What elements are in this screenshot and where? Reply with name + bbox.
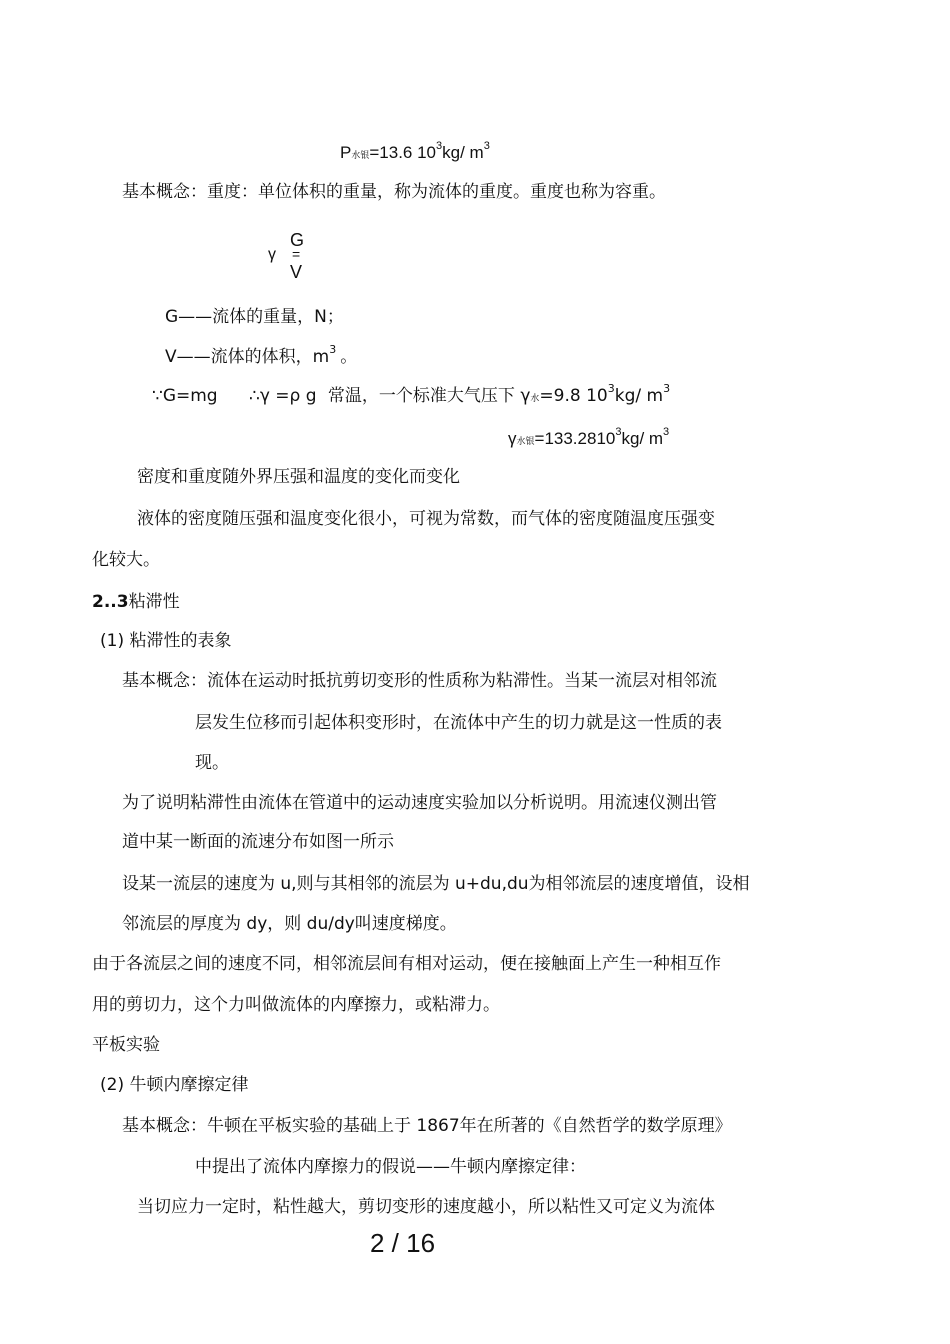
rho-value: =13.6 10 [369,143,437,162]
page-number: 2 / 16 [370,1228,436,1258]
rho-unit: kg/ m [442,143,484,162]
rho-subscript: 水银 [351,150,370,160]
subsection-1: (1) 粘滞性的表象 [100,631,232,651]
section-heading [92,591,180,613]
liquid-para-line2: 化较大。 [92,550,160,570]
gamma-numerator: G [290,230,305,250]
rho-exp2: 3 [483,140,490,152]
rho-exp1: 3 [436,140,443,152]
def-v-exp: 3 [329,343,337,356]
water-unit: kg/ m [614,386,664,406]
relation-line [152,382,671,410]
gamma-denominator: V [290,262,303,282]
assume-line2: 邻流层的厚度为 dy，则 du/dy叫速度梯度。 [122,914,457,934]
density-change: 密度和重度随外界压强和温度的变化而变化 [137,467,460,487]
subsection-2: (2) 牛顿内摩擦定律 [100,1075,249,1095]
gm-exp1: 3 [615,426,622,438]
plate-experiment: 平板实验 [92,1035,160,1055]
water-exp2: 3 [663,382,671,395]
gm-subscript: 水银 [516,436,535,446]
explain-line2: 道中某一断面的流速分布如图一所示 [122,832,394,852]
shear-line: 当切应力一定时，粘性越大，剪切变形的速度越小，所以粘性又可定义为流体 [137,1197,715,1217]
def-v-text: V——流体的体积，m [165,347,330,367]
gamma-eq: = [292,246,301,262]
assume-line1: 设某一流层的速度为 u,则与其相邻的流层为 u+du,du为相邻流层的速度增值，设相 [122,874,750,894]
def-v [165,343,358,370]
gm-unit: kg/ m [621,429,664,448]
friction-line1: 由于各流层之间的速度不同，相邻流层间有相对运动，便在接触面上产生一种相互作 [92,954,721,974]
gm-symbol: γ [508,429,517,448]
gm-exp2: 3 [663,426,670,438]
section-title: 粘滞性 [128,592,180,612]
gm-value: =133.2810 [534,429,616,448]
condition-text: 常温，一个标准大气压下 γ [327,386,531,406]
water-exp1: 3 [607,382,615,395]
newton-line2: 中提出了流体内摩擦力的假说——牛顿内摩擦定律： [195,1157,586,1177]
gamma-mercury [508,428,669,452]
water-subscript: 水 [530,394,540,404]
water-value: =9.8 10 [539,386,608,406]
concept-weight: 基本概念：重度：单位体积的重量，称为流体的重度。重度也称为容重。 [122,182,666,202]
concept-visc-line2: 层发生位移而引起体积变形时，在流体中产生的切力就是这一性质的表 [195,713,722,733]
therefore-text: ∴γ =ρ g [249,386,317,406]
friction-line2: 用的剪切力，这个力叫做流体的内摩擦力，或粘滞力。 [92,995,500,1015]
section-number: 2..3 [92,592,129,612]
concept-visc-line3: 现。 [195,753,229,773]
def-v-tail: 。 [340,347,358,367]
def-g: G——流体的重量，N； [165,307,344,327]
newton-line1: 基本概念：牛顿在平板实验的基础上于 1867年在所著的《自然哲学的数学原理》 [122,1116,732,1136]
concept-visc-line1: 基本概念：流体在运动时抵抗剪切变形的性质称为粘滞性。当某一流层对相邻流 [122,671,717,691]
liquid-para-line1: 液体的密度随压强和温度变化很小，可视为常数，而气体的密度随温度压强变 [137,509,715,529]
formula-mercury-density [340,142,490,166]
rho-symbol: P [340,143,352,162]
explain-line1: 为了说明粘滞性由流体在管道中的运动速度实验加以分析说明。用流速仪测出管 [122,793,717,813]
because-text: ∵G=mg [152,386,218,406]
gamma-symbol: γ [268,246,276,263]
